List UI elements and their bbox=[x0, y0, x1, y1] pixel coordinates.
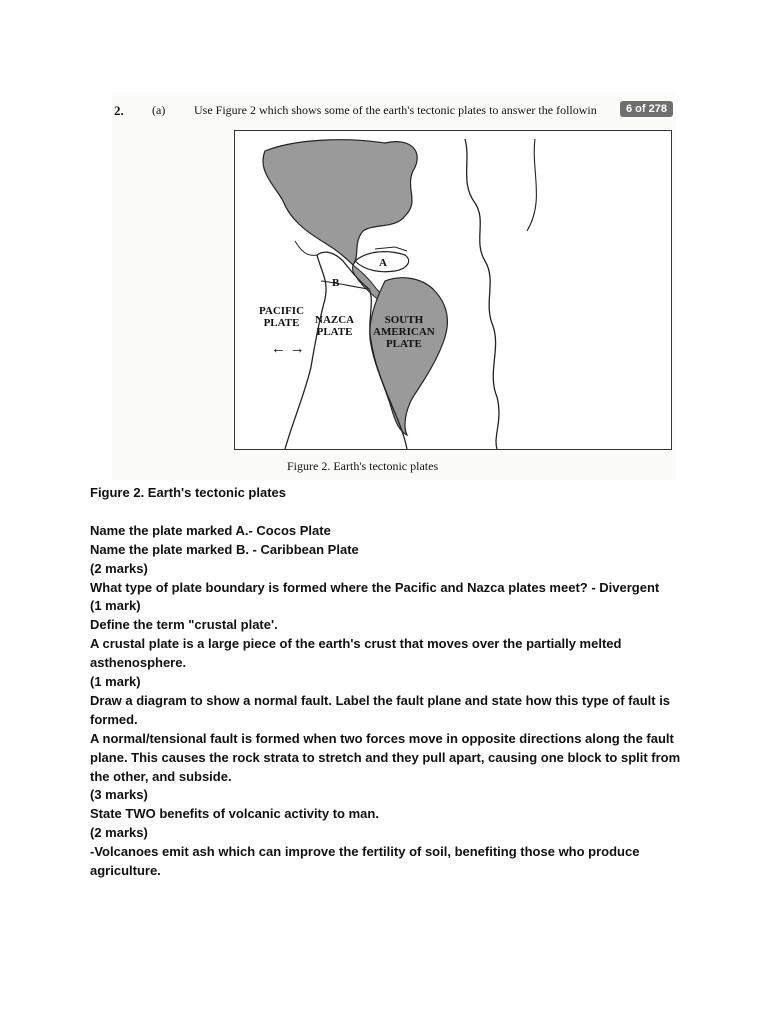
tectonic-plates-map bbox=[234, 130, 672, 450]
answer-volcanic-benefits: -Volcanoes emit ash which can improve the fertility of soil, benefiting those who produce agriculture. bbox=[90, 844, 640, 879]
pacific-north-boundary bbox=[295, 241, 317, 255]
map-label-nazca-line2: PLATE bbox=[316, 326, 353, 338]
question-volcanic-benefits: State TWO benefits of volcanic activity to man. bbox=[90, 806, 379, 822]
answer-line-1: Name the plate marked A.- Cocos Plate bbox=[90, 522, 331, 538]
question-crustal-plate: Define the term "crustal plate'. bbox=[90, 617, 278, 633]
south-america-landmass bbox=[370, 278, 448, 435]
marks-line-4: (3 marks) bbox=[90, 787, 148, 803]
north-america-landmass bbox=[263, 140, 417, 265]
map-label-nazca bbox=[315, 314, 354, 338]
plate-boundary-line bbox=[527, 139, 536, 231]
blank-line bbox=[90, 503, 690, 522]
figure-caption: Figure 2. Earth's tectonic plates bbox=[90, 485, 286, 500]
answer-line-2: Name the plate marked B. - Caribbean Plate bbox=[90, 541, 359, 557]
map-label-south-american bbox=[373, 314, 435, 350]
map-label-south-line2: AMERICAN bbox=[373, 326, 435, 338]
marks-line-3: (1 mark) bbox=[90, 674, 141, 690]
scan-figure-caption: Figure 2. Earth's tectonic plates bbox=[287, 459, 439, 473]
question-number: 2. bbox=[114, 103, 124, 118]
answer-crustal-plate: A crustal plate is a large piece of the earth's crust that moves over the partially melted asthenosphere. bbox=[90, 636, 622, 671]
marks-line-2: (1 mark) bbox=[90, 598, 141, 614]
map-label-south-line3: PLATE bbox=[385, 338, 422, 350]
question-normal-fault: Draw a diagram to show a normal fault. Label the fault plane and state how this type of fault is formed. bbox=[90, 692, 671, 727]
answer-normal-fault: A normal/tensional fault is formed when two forces move in opposite directions along the fault plane. This causes the rock strata to stretch and they pull apart, causing one block to split from the other, and subside. bbox=[90, 730, 681, 784]
map-label-pacific-line1: PACIFIC bbox=[259, 305, 305, 317]
question-part: (a) bbox=[152, 103, 166, 117]
divergent-arrows: ← → bbox=[271, 341, 305, 357]
map-label-pacific bbox=[259, 305, 304, 329]
answer-text-block bbox=[90, 484, 690, 881]
map-label-a: A bbox=[379, 257, 387, 269]
marks-line-5: (2 marks) bbox=[90, 825, 148, 841]
map-label-pacific-line2: PLATE bbox=[263, 317, 300, 329]
caribbean-islands bbox=[375, 247, 407, 251]
map-label-south-line1: SOUTH bbox=[384, 314, 424, 326]
map-drawing bbox=[235, 131, 671, 449]
atlantic-ridge-line bbox=[465, 139, 499, 449]
exam-scan-image bbox=[112, 92, 676, 480]
map-label-b: B bbox=[332, 277, 340, 289]
question-boundary: What type of plate boundary is formed where the Pacific and Nazca plates meet? - Divergent bbox=[90, 579, 660, 595]
marks-line-1: (2 marks) bbox=[90, 560, 148, 576]
page-counter-badge: 6 of 278 bbox=[620, 101, 673, 117]
map-label-nazca-line1: NAZCA bbox=[315, 314, 355, 326]
question-text: Use Figure 2 which shows some of the earth's tectonic plates to answer the followin bbox=[194, 103, 597, 117]
